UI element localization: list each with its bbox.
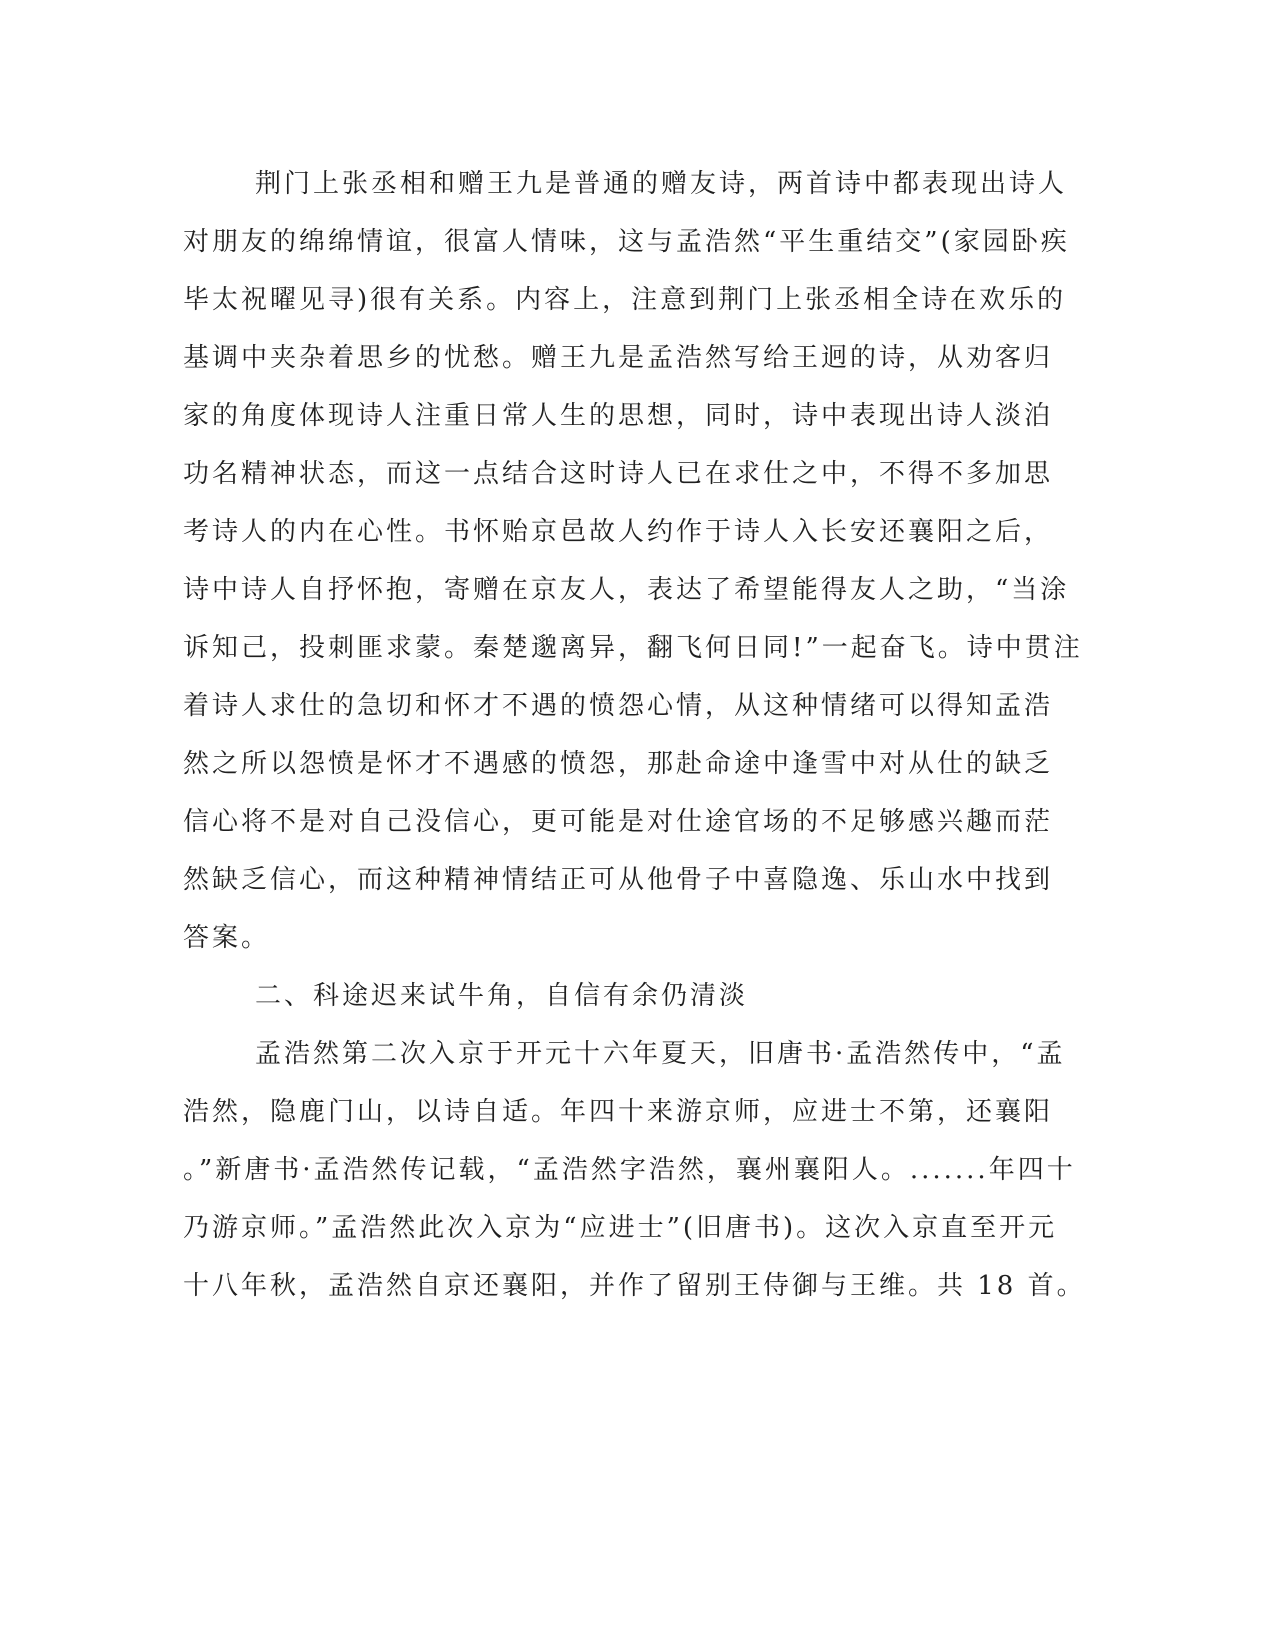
text-line: 功名精神状态，而这一点结合这时诗人已在求仕之中，不得不多加思 [183,459,1054,489]
text-line: 乃游京师。”孟浩然此次入京为“应进士”(旧唐书)。这次入京直至开元 [183,1213,1058,1243]
text-line: 家的角度体现诗人注重日常人生的思想，同时，诗中表现出诗人淡泊 [183,401,1054,431]
text-line: 然之所以怨愤是怀才不遇感的愤怨，那赴命途中逢雪中对从仕的缺乏 [183,749,1054,779]
text-line: 毕太祝曜见寻)很有关系。内容上，注意到荆门上张丞相全诗在欢乐的 [183,285,1067,315]
text-line: 考诗人的内在心性。书怀贻京邑故人约作于诗人入长安还襄阳之后， [183,517,1054,547]
text-line: 信心将不是对自己没信心，更可能是对仕途官场的不足够感兴趣而茫 [183,807,1054,837]
text-line: 。”新唐书·孟浩然传记载，“孟浩然字浩然，襄州襄阳人。.......年四十 [183,1155,1076,1185]
text-line: 孟浩然第二次入京于开元十六年夏天，旧唐书·孟浩然传中，“孟 [255,1039,1066,1069]
text-line: 着诗人求仕的急切和怀才不遇的愤怨心情，从这种情绪可以得知孟浩 [183,691,1054,721]
text-line: 诗中诗人自抒怀抱，寄赠在京友人，表达了希望能得友人之助，“当涂 [183,575,1070,605]
text-line: 诉知己，投刺匪求蒙。秦楚邈离异，翻飞何日同!”一起奋飞。诗中贯注 [183,633,1083,663]
text-line: 然缺乏信心，而这种精神情结正可从他骨子中喜隐逸、乐山水中找到 [183,865,1054,895]
text-line: 基调中夹杂着思乡的忧愁。赠王九是孟浩然写给王迥的诗，从劝客归 [183,343,1054,373]
text-line: 荆门上张丞相和赠王九是普通的赠友诗，两首诗中都表现出诗人 [255,169,1068,199]
text-line: 答案。 [183,923,271,953]
section-heading: 二、科途迟来试牛角，自信有余仍清淡 [255,981,749,1011]
text-line: 十八年秋，孟浩然自京还襄阳，并作了留别王侍御与王维。共 18 首。 [183,1271,1086,1301]
text-line: 对朋友的绵绵情谊，很富人情味，这与孟浩然“平生重结交”(家园卧疾 [183,227,1070,257]
text-line: 浩然，隐鹿门山，以诗自适。年四十来游京师，应进士不第，还襄阳 [183,1097,1054,1127]
